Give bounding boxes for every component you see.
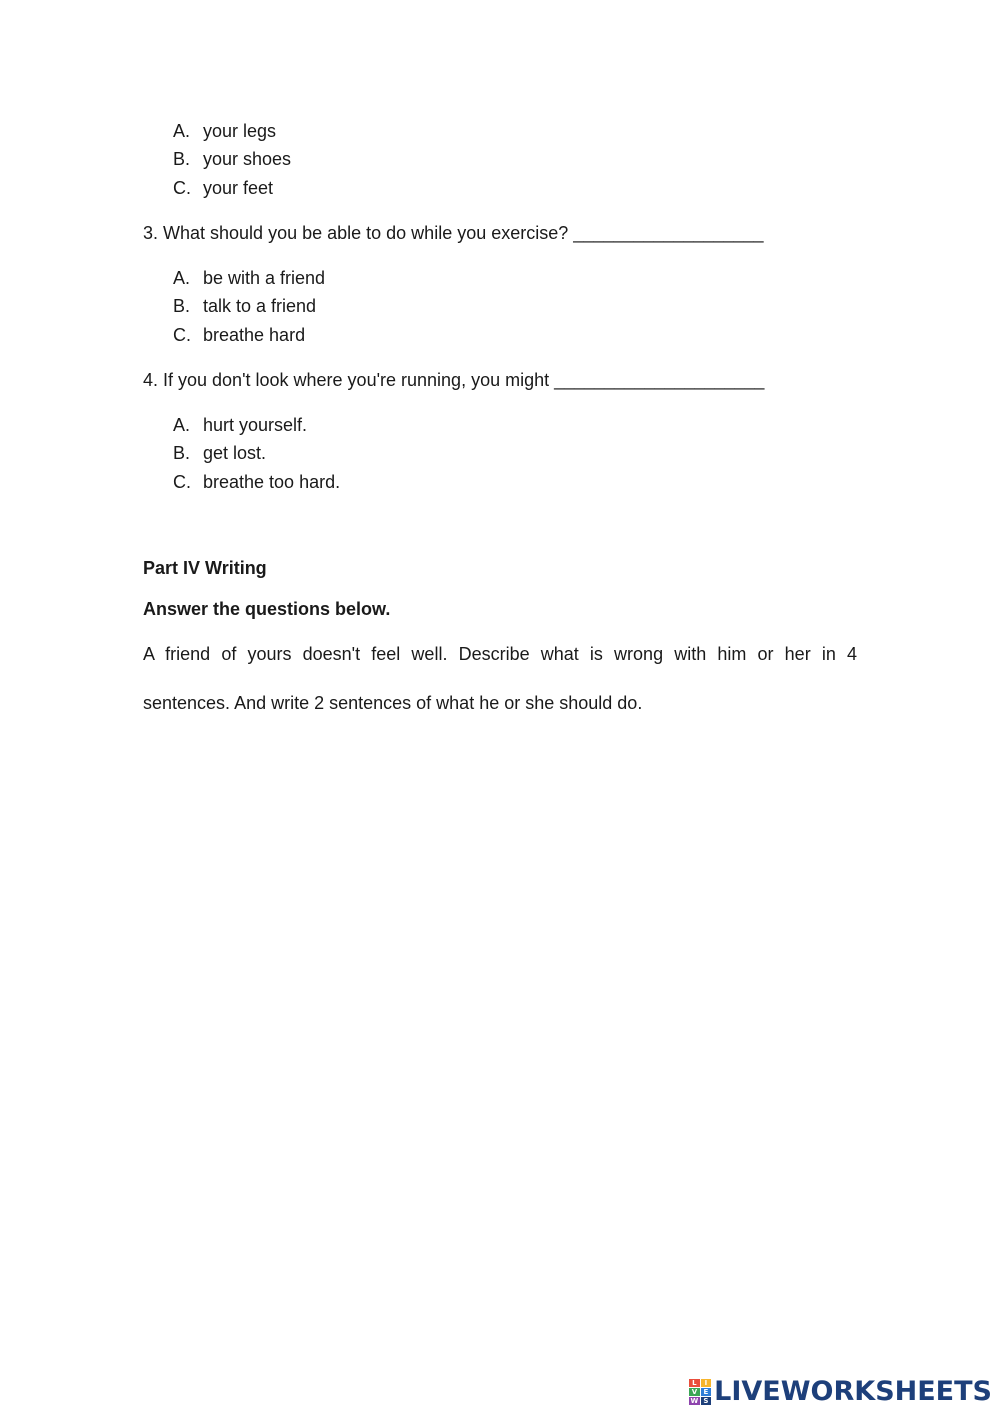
question-4: 4. If you don't look where you're running, you might _____________________ bbox=[143, 370, 765, 390]
option-text: breathe too hard. bbox=[203, 472, 341, 492]
option-letter: C. bbox=[173, 325, 191, 345]
q2-option-c bbox=[173, 177, 273, 199]
q3-option-b bbox=[173, 295, 316, 317]
option-letter: B. bbox=[173, 443, 191, 463]
option-letter: A. bbox=[173, 121, 191, 141]
option-letter: B. bbox=[173, 149, 191, 169]
logo-mark-icon bbox=[689, 1379, 711, 1405]
logo-mark-cell: I bbox=[701, 1379, 712, 1387]
question-3: 3. What should you be able to do while you exercise? ___________________ bbox=[143, 223, 764, 243]
q3-option-c bbox=[173, 324, 305, 346]
logo-mark-cell: L bbox=[689, 1379, 700, 1387]
option-text: talk to a friend bbox=[203, 296, 317, 316]
option-text: breathe hard bbox=[203, 325, 306, 345]
writing-prompt-line-1: A friend of yours doesn't feel well. Describe what is wrong with him or her in 4 bbox=[143, 644, 857, 664]
logo-mark-cell: E bbox=[701, 1388, 712, 1396]
option-letter: A. bbox=[173, 415, 191, 435]
option-text: your shoes bbox=[203, 149, 292, 169]
option-text: be with a friend bbox=[203, 268, 326, 288]
option-letter: C. bbox=[173, 472, 191, 492]
q3-option-a bbox=[173, 267, 325, 289]
logo-mark-cell: V bbox=[689, 1388, 700, 1396]
q2-option-b bbox=[173, 148, 291, 170]
logo-text: LIVEWORKSHEETS bbox=[714, 1376, 992, 1407]
option-text: get lost. bbox=[203, 443, 267, 463]
option-letter: C. bbox=[173, 178, 191, 198]
q4-option-b bbox=[173, 442, 266, 464]
q2-option-a bbox=[173, 120, 276, 142]
option-text: hurt yourself. bbox=[203, 415, 308, 435]
writing-prompt-line-2: sentences. And write 2 sentences of what he or she should do. bbox=[143, 693, 643, 713]
q4-option-c bbox=[173, 471, 340, 493]
option-text: your legs bbox=[203, 121, 277, 141]
logo-mark-cell: W bbox=[690, 1397, 699, 1405]
option-letter: A. bbox=[173, 268, 191, 288]
liveworksheets-logo bbox=[689, 1375, 992, 1409]
section-instruction: Answer the questions below. bbox=[143, 599, 391, 619]
logo-mark-cell: S bbox=[701, 1397, 712, 1405]
section-title: Part IV Writing bbox=[143, 558, 267, 578]
q4-option-a bbox=[173, 414, 307, 436]
option-text: your feet bbox=[203, 178, 274, 198]
option-letter: B. bbox=[173, 296, 191, 316]
